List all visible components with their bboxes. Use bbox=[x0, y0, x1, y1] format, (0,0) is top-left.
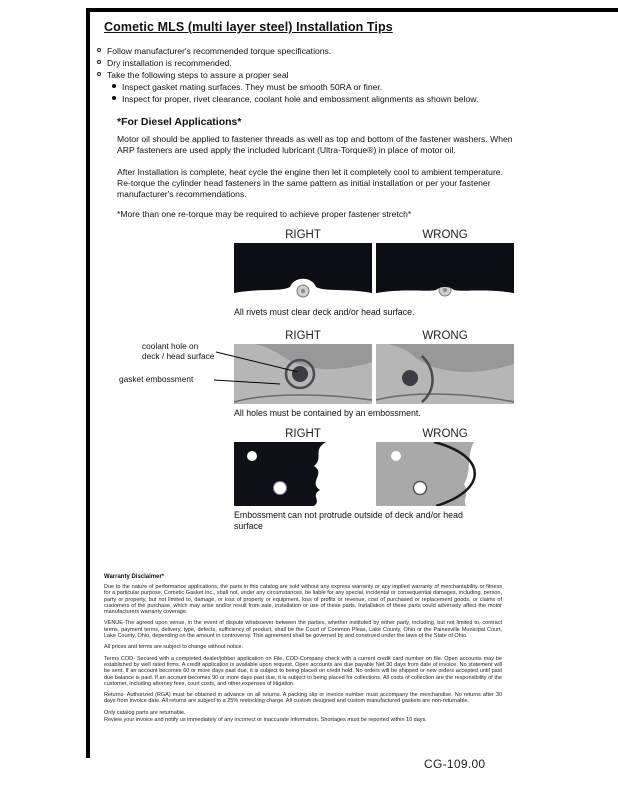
right-label: RIGHT bbox=[285, 229, 321, 241]
wrong-label: WRONG bbox=[422, 428, 468, 440]
hole-contained-wrong-illustration bbox=[376, 344, 514, 404]
disclaimer-paragraph: Review your invoice and notify us immediately of any incorrect or inaccurate information. Shortages must be reported within 10 days. bbox=[104, 717, 427, 724]
disclaimer-paragraph: Terms COD- Secured with a completed dealer/jobber application on File, COD-Company check with a current credit card number on file. Open accounts may be established by well rated firms. A credit application is available upon request. Open accounts are due payable Net 30 days from date of invoice. No statement will be sent. If an account becomes 60 or more days past due, it is subject to being placed on credit hold. No orders will be shipped or new orders accepted until past due balance is paid. If an account becomes 90 or more days past due, it is subject to being placed for collections. All costs of collection are the responsibility of the customer, including attorney fees, court costs, and other expenses of litigation. bbox=[104, 655, 502, 687]
disclaimer-paragraph: Only catalog parts are returnable. bbox=[104, 709, 186, 716]
rivet-clearance-right-illustration bbox=[234, 243, 372, 303]
disclaimer-paragraph: All prices and terms are subject to change without notice. bbox=[104, 644, 244, 651]
open-bullet-icon bbox=[97, 69, 107, 76]
warranty-disclaimer bbox=[104, 574, 502, 728]
retorque-note: *More than one re-torque may be required to achieve proper fastener stretch* bbox=[117, 209, 412, 219]
protrusion-right-illustration bbox=[234, 442, 372, 506]
diesel-applications-heading: *For Diesel Applications* bbox=[117, 116, 242, 128]
diagram-caption: All rivets must clear deck and/or head surface. bbox=[234, 307, 415, 317]
disclaimer-paragraph: VENUE-The agreed upon venue, in the event of dispute whatsoever between the parties, whether instituted by either party, including, but not limited to, contract terms, payment terms, delivery, type, defects, sufficiency of product, shall be the Court of Common Pleas, Lake County, Ohio or the Painesville Municipal Court, Lake County, Ohio, depending on the amount in controversy. This agreement shall be governed by and construed under the laws of the State of Ohio. bbox=[104, 620, 502, 640]
diagram-row-rivets bbox=[234, 229, 516, 318]
protrusion-wrong-illustration bbox=[376, 442, 514, 506]
tip-text: Inspect for proper, rivet clearance, coolant hole and embossment alignments as shown below. bbox=[122, 94, 479, 104]
page-top-border bbox=[86, 8, 618, 12]
filled-bullet-icon bbox=[112, 81, 122, 88]
tip-text: Follow manufacturer's recommended torque specifications. bbox=[107, 46, 332, 56]
list-item bbox=[112, 93, 527, 105]
open-bullet-icon bbox=[97, 45, 107, 52]
disclaimer-heading: Warranty Disclaimer* bbox=[104, 574, 165, 580]
gasket-embossment-callout: gasket embossment bbox=[119, 374, 194, 384]
right-label: RIGHT bbox=[285, 330, 321, 342]
diesel-paragraph-oil: Motor oil should be applied to fastener threads as well as top and bottom of the fastener washers. When ARP fasteners are used apply the included lubricant (Ultra-Torque®) in place of motor oil. bbox=[117, 134, 513, 155]
list-item bbox=[112, 81, 527, 93]
catalog-page-code: CG-109.00 bbox=[424, 757, 486, 771]
list-item bbox=[97, 57, 527, 69]
list-item bbox=[97, 45, 527, 57]
diagram-row-protrusion bbox=[234, 428, 516, 531]
page-title: Cometic MLS (multi layer steel) Installation Tips bbox=[104, 20, 393, 34]
tip-text: Inspect gasket mating surfaces. They must be smooth 50RA or finer. bbox=[122, 82, 383, 92]
tip-text: Dry installation is recommended. bbox=[107, 58, 232, 68]
disclaimer-paragraph: Returns- Authorized (RGA) must be obtained in advance on all returns. A packing slip or invoice number must accompany the merchandise. No returns after 30 days from invoice date. All returns are subject to a 25% restocking charge. All custom designed and custom manufactured gaskets are non-returnable. bbox=[104, 692, 502, 705]
wrong-label: WRONG bbox=[422, 229, 468, 241]
disclaimer-paragraph: Due to the nature of performance applications, the parts in this catalog are sold without any express warranty or any implied warranty of merchantability or fitness for a particular purpose. Cometic Gasket Inc., shall not, under any circumstances, be liable for any special, incidental or consequential damages, including, person, party or property, but not limited to, damage, or loss of property or equipment, loss of profits or revenue, cost of purchased or replacement goods, or claims of customers of the purchase, which may arise and/or result from sale, installation or use of these parts. Installation of these parts could adversely affect the motor manufacturers warranty coverage. bbox=[104, 584, 502, 616]
installation-tips-list bbox=[97, 45, 527, 105]
right-label: RIGHT bbox=[285, 428, 321, 440]
list-item bbox=[97, 69, 527, 81]
wrong-label: WRONG bbox=[422, 330, 468, 342]
diagram-caption: Embossment can not protrude outside of deck and/or head surface bbox=[234, 510, 463, 531]
rivet-clearance-wrong-illustration bbox=[376, 243, 514, 303]
diagram-caption: All holes must be contained by an embossment. bbox=[234, 408, 421, 418]
coolant-hole-callout: coolant hole on deck / head surface bbox=[142, 341, 215, 361]
diesel-paragraph-retorque: After Installation is complete, heat cycle the engine then let it completely cool to ambient temperature. Re-torque the cylinder head fasteners in the same pattern as initial installation or per your fastener manufacturer's recommendations. bbox=[117, 167, 503, 199]
filled-bullet-icon bbox=[112, 93, 122, 100]
tip-text: Take the following steps to assure a proper seal bbox=[107, 70, 289, 80]
open-bullet-icon bbox=[97, 57, 107, 64]
callout-pointer-lines bbox=[214, 340, 314, 395]
page-left-border bbox=[86, 8, 90, 758]
